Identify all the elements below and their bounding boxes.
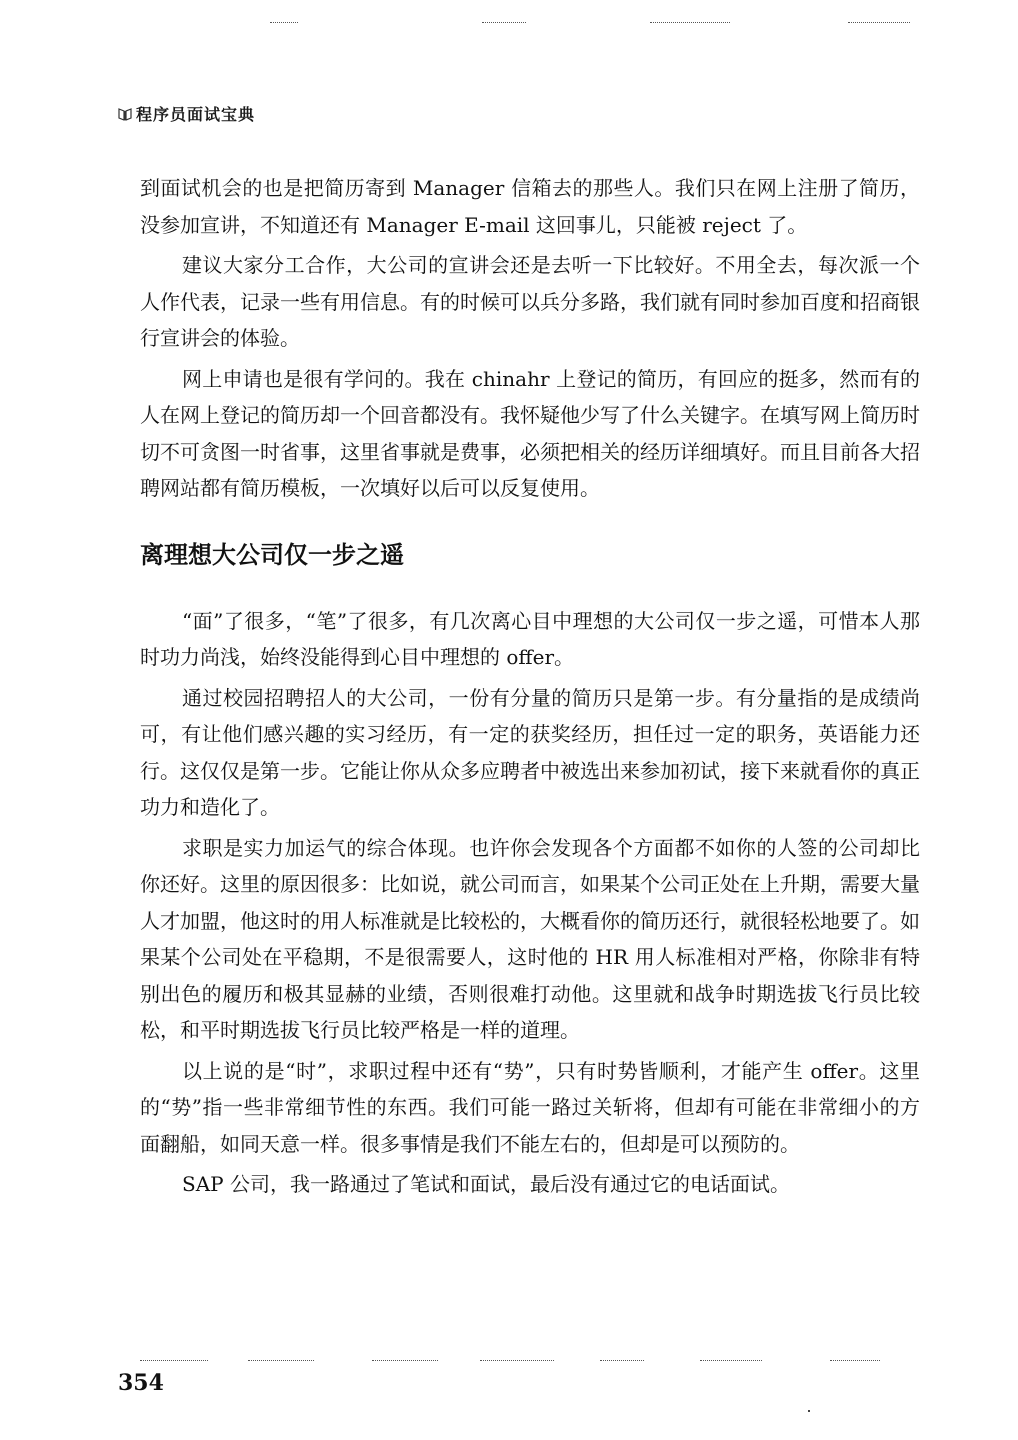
paragraph: SAP 公司，我一路通过了笔试和面试，最后没有通过它的电话面试。	[182, 1172, 790, 1196]
footer-rule-dots	[700, 1360, 762, 1361]
page-number: 354	[118, 1370, 164, 1396]
footer-rule-dots	[830, 1360, 880, 1361]
running-header	[118, 100, 918, 130]
book-icon	[118, 106, 132, 120]
header-rule-dots	[650, 22, 730, 23]
header-rule-dots	[848, 22, 910, 23]
footer-rule-dots	[248, 1360, 314, 1361]
paragraph: 建议大家分工合作，大公司的宣讲会还是去听一下比较好。不用全去，每次派一个人作代表，记录一些有用信息。有的时候可以兵分多路，我们就有同时参加百度和招商银行宣讲会的体验。	[140, 253, 920, 350]
paragraph: 通过校园招聘招人的大公司，一份有分量的简历只是第一步。有分量指的是成绩尚可，有让他们感兴趣的实习经历，有一定的获奖经历，担任过一定的职务，英语能力还行。这仅仅是第一步。它能让你从众多应聘者中被选出来参加初试，接下来就看你的真正功力和造化了。	[140, 685, 920, 819]
paragraph: 到面试机会的也是把简历寄到 Manager 信箱去的那些人。我们只在网上注册了简历，没参加宣讲，不知道还有 Manager E-mail 这回事儿，只能被 reject 了。	[140, 176, 920, 237]
footer-rule-dots	[372, 1360, 438, 1361]
paragraph: 网上申请也是很有学问的。我在 chinahr 上登记的简历，有回应的挺多，然而有的人在网上登记的简历却一个回音都没有。我怀疑他少写了什么关键字。在填写网上简历时切不可贪图一时省事，这里省事就是费事，必须把相关的经历详细填好。而且目前各大招聘网站都有简历模板，一次填好以后可以反复使用。	[140, 366, 920, 500]
footer-rule-dots	[480, 1360, 554, 1361]
header-rule-dots	[270, 22, 298, 23]
running-header-title: 程序员面试宝典	[136, 105, 256, 124]
paragraph: 求职是实力加运气的综合体现。也许你会发现各个方面都不如你的人签的公司却比你还好。这里的原因很多：比如说，就公司而言，如果某个公司正处在上升期，需要大量人才加盟，他这时的用人标准就是比较松的，大概看你的简历还行，就很轻松地要了。如果某个公司处在平稳期，不是很需要人，这时他的 HR 用人标准相对严格，你除非有特别出色的履历和极其显赫的业绩，否则很难打动他。这里就和战争时期选拔飞行员比较松，和平时期选拔飞行员比较严格是一样的道理。	[140, 835, 920, 1042]
header-rule-dots	[482, 22, 526, 23]
footer-rule-dots	[140, 1360, 208, 1361]
paragraph: 以上说的是“时”，求职过程中还有“势”，只有时势皆顺利，才能产生 offer。这里的“势”指一些非常细节性的东西。我们可能一路过关斩将，但却有可能在非常细小的方面翻船，如同天意一样。很多事情是我们不能左右的，但却是可以预防的。	[140, 1058, 920, 1156]
footer-rule-dots	[600, 1360, 644, 1361]
paragraph: “面”了很多，“笔”了很多，有几次离心目中理想的大公司仅一步之遥，可惜本人那时功力尚浅，始终没能得到心目中理想的 offer。	[140, 608, 920, 669]
section-heading: 离理想大公司仅一步之遥	[140, 540, 404, 569]
body-text	[140, 170, 920, 1203]
scan-speck	[808, 1410, 810, 1412]
